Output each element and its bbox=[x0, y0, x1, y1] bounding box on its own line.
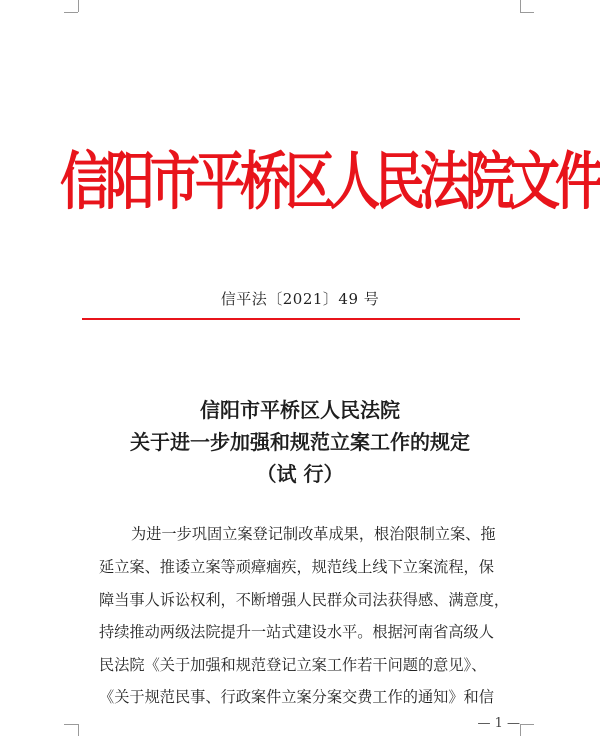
crop-mark-top-left bbox=[78, 0, 79, 12]
crop-mark-top-left-h bbox=[64, 12, 78, 13]
body-text-line: 《关于规范民事、行政案件立案分案交费工作的通知》和信 bbox=[99, 688, 494, 706]
crop-mark-top-right bbox=[520, 0, 521, 12]
document-number: 信平法〔2021〕49 号 bbox=[220, 290, 380, 308]
body-text-line: 延立案、推诿立案等顽瘴痼疾，规范线上线下立案流程，保 bbox=[99, 558, 494, 576]
crop-mark-top-right-h bbox=[520, 12, 534, 13]
page-number: — 1 — bbox=[477, 716, 520, 731]
body-text-line: 为进一步巩固立案登记制改革成果，根治限制立案、拖 bbox=[131, 525, 496, 543]
title-line-trial: （试 行） bbox=[256, 462, 344, 486]
title-line-subject: 关于进一步加强和规范立案工作的规定 bbox=[130, 430, 470, 454]
red-separator-line bbox=[82, 318, 520, 320]
crop-mark-bottom-left-h bbox=[64, 724, 78, 725]
red-masthead-title: 信阳市平桥区人民法院文件 bbox=[60, 144, 600, 218]
body-text-line: 持续推动两级法院提升一站式建设水平。根据河南省高级人 bbox=[99, 623, 494, 641]
body-text-line: 民法院《关于加强和规范登记立案工作若干问题的意见》、 bbox=[99, 656, 487, 674]
crop-mark-bottom-right-h bbox=[520, 724, 534, 725]
crop-mark-bottom-right bbox=[520, 724, 521, 736]
crop-mark-bottom-left bbox=[78, 724, 79, 736]
body-text-line: 障当事人诉讼权利，不断增强人民群众司法获得感、满意度， bbox=[99, 591, 510, 609]
title-line-issuer: 信阳市平桥区人民法院 bbox=[200, 398, 400, 422]
